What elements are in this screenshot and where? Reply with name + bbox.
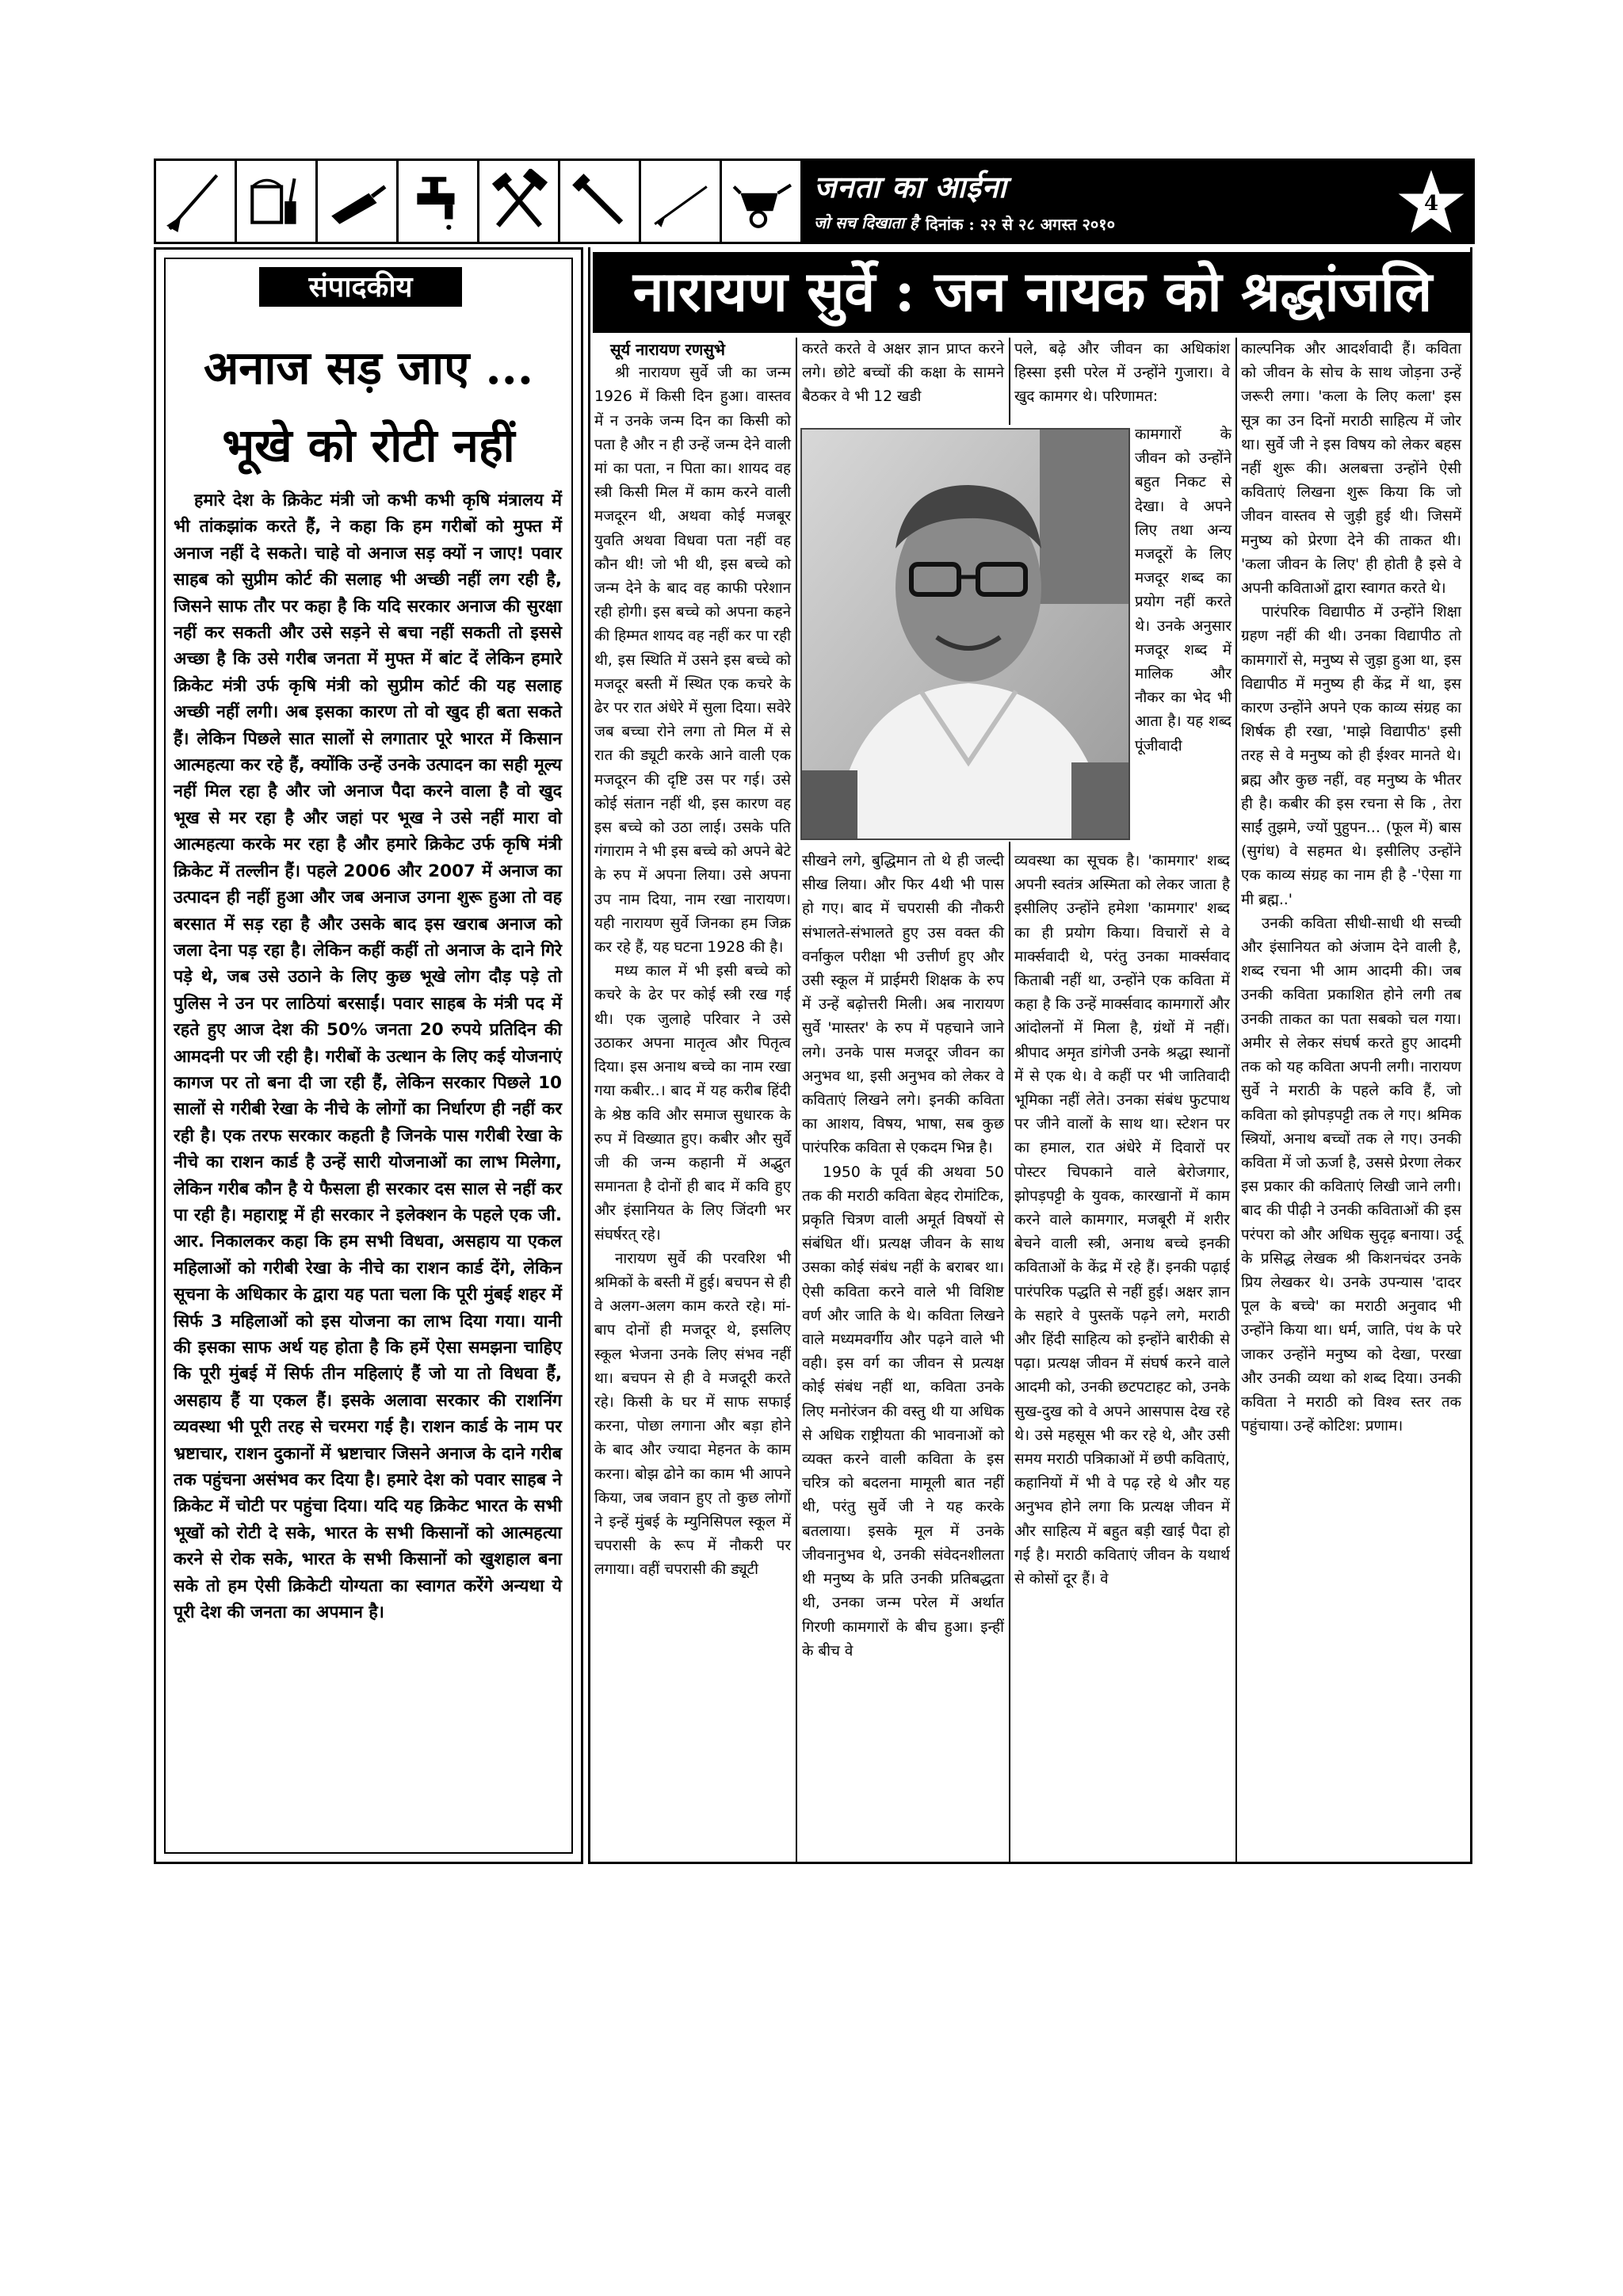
tool-cell-trowel xyxy=(318,161,399,242)
article-paragraph: उनकी कविता सीधी-साधी थी सच्ची और इंसानियत को अंजाम देने वाली है, शब्द रचना भी आम आदमी की। जब उनकी कविता प्रकाशित होने लगी तब उनकी ताकत का पता सबको चल गया। अमीर से लेकर संघर्ष करते हुए आदमी तक को यह कविता अपनी लगी। नारायण सुर्वे ने मराठी के पहले कवि हैं, जो कविता को झोपड़पट्टी तक ले गए। श्रमिक स्त्रियों, अनाथ बच्चों तक ले गए। उनकी कविता में जो ऊर्जा है, उससे प्रेरणा लेकर इस प्रकार की कविताएं लिखी जाने लगी। बाद की पीढ़ी ने उनकी कविताओं की इस परंपरा को और अधिक सुदृढ़ बनाया। उर्दू के प्रसिद्ध लेखक श्री किशनचंदर उनके प्रिय लेखकर थे। उनके उपन्यास 'दादर पूल के बच्चे' का मराठी अनुवाद भी उन्होंने किया था। धर्म, जाति, पंथ के परे जाकर उन्होंने मनुष्य को देखा, परखा और उनकी व्यथा को शब्द दिया। उनकी कविता ने मराठी को विश्व स्तर तक पहुंचाया। उन्हें कोटिश: प्रणाम। xyxy=(1241,915,1461,1435)
paint-bucket-icon xyxy=(244,169,309,234)
editorial-label: संपादकीय xyxy=(259,267,462,307)
article-paragraph: करते करते वे अक्षर ज्ञान प्राप्त करने लगे। छोटे बच्चों की कक्षा के सामने बैठकर वे भी 12 खडी xyxy=(802,341,1004,406)
sickle-icon xyxy=(648,169,713,234)
newspaper-name: जनता का आईना xyxy=(814,169,1007,204)
article-paragraph: श्री नारायण सुर्वे जी का जन्म 1926 में किसी दिन हुआ। वास्तव में न उनके जन्म दिन का किसी को पता है और न ही उन्हें जन्म देने वाली मां का पता, न पिता का। शायद वह स्त्री किसी मिल में काम करने वाली मजदूरन थी, अथवा कोई मजबूर युवति अथवा विधवा पता नहीं वह कौन थी! जो भी थी, इस बच्चे को जन्म देने के बाद वह काफी परेशान रही होगी। इस बच्चे को अपना कहने की हिम्मत शायद वह नहीं कर पा रही थी, इस स्थिति में उसने इस बच्चे को मजदूर बस्ती में स्थित एक कचरे के ढेर पर रात अंधेरे में सुला दिया। सवेरे जब बच्चा रोने लगा तो मिल में से रात की ड्यूटी करके आने वाली एक मजदूरन की दृष्टि उस पर गई। उसे कोई संतान नहीं थी, इस कारण वह इस बच्चे को उठा लाई। उसके पति गंगाराम ने भी इस बच्चे को अपने बेटे के रुप में अपना लिया। उसे अपना उप नाम दिया, नाम रखा नारायण। यही नारायण सुर्वे जिनका हम जिक्र कर रहे हैं, यह घटना 1928 की है। xyxy=(594,365,791,957)
article-column-1 xyxy=(594,338,791,1583)
column-rule xyxy=(1009,338,1010,425)
tool-cell-paint xyxy=(237,161,318,242)
column-rule xyxy=(588,247,590,1864)
tool-cell-sickle xyxy=(641,161,722,242)
wheelbarrow-icon xyxy=(729,169,794,234)
article-paragraph: कामगारों के जीवन को उन्होंने बहुत निकट से देखा। वे अपने लिए तथा अन्य मजदूरों के लिए मजदूर शब्द का प्रयोग नहीं करते थे। उनके अनुसार मजदूर शब्द में मालिक और नौकर का भेद भी आता है। यह शब्द पूंजीवादी xyxy=(1135,426,1232,755)
article-paragraph: पारंपरिक विद्यापीठ में उन्होंने शिक्षा ग्रहण नहीं की थी। उनका विद्यापीठ तो कामगारों से, मनुष्य से जुड़ा हुआ था, इस विद्यापीठ में मनुष्य ही केंद्र में था, इस कारण उन्होंने अपने एक काव्य संग्रह का शिर्षक ही रखा, 'माझे विद्यापीठ' इसी तरह से वे मनुष्य को ही ईश्वर मानते थे। ब्रह्म और कुछ नहीं, वह मनुष्य के भीतर ही है। कबीर की इस रचना से कि , तेरा साईं तुझमे, ज्यों पुहुपन... (फूल में) बास (सुगंध) वे सहमत थे। इसीलिए उन्होंने एक काव्य संग्रह का नाम ही है -'ऐसा गा मी ब्रह्म..' xyxy=(1241,604,1461,908)
column-rule xyxy=(1009,842,1010,1862)
article-column-3 xyxy=(1014,850,1230,1591)
wrench-icon xyxy=(567,169,632,234)
editorial-box xyxy=(154,247,583,1864)
column-rule xyxy=(796,338,797,1862)
article-column-4 xyxy=(1241,338,1461,1438)
page-bottom-rule xyxy=(588,1862,1472,1864)
poet-photo xyxy=(800,428,1130,840)
article-byline: सूर्य नारायण रणसुभे xyxy=(610,340,725,359)
article-paragraph: सीखने लगे, बुद्धिमान तो थे ही जल्दी सीख लिया। और फिर 4थी भी पास हो गए। बाद में चपरासी की नौकरी संभालते-संभालते हुए उस वक्त की वर्नाकुल परीक्षा भी उत्तीर्ण हुए और उसी स्कूल में प्राईमरी शिक्षक के रुप में उन्हें बढ़ोत्तरी मिली। अब नारायण सुर्वे 'मास्तर' के रुप में पहचाने जाने लगे। उनके पास मजदूर जीवन का अनुभव था, इसी अनुभव को लेकर वे कविताएं लिखने लगे। इनकी कविता का आशय, विषय, भाषा, सब कुछ पारंपरिक कविता से एकदम भिन्न है। xyxy=(802,853,1004,1157)
article-column-3-side xyxy=(1135,423,1232,758)
issue-date: दिनांक : २२ से २८ अगस्त २०१० xyxy=(926,215,1116,234)
editorial-headline-line-1: अनाज सड़ जाए ... xyxy=(203,341,534,395)
water-tap-icon xyxy=(406,169,471,234)
article-paragraph: 1950 के पूर्व की अथवा 50 तक की मराठी कविता बेहद रोमांटिक, प्रकृति चित्रण वाली अमूर्त विषयों से संबंधित थीं। प्रत्यक्ष जीवन के साथ उसका कोई संबंध नहीं के बराबर था। ऐसी कविता करने वाले भी विशिष्ट वर्ण और जाति के थे। कविता लिखने वाले मध्यमवर्गीय और पढ़ने वाले भी वही। इस वर्ग का जीवन से प्रत्यक्ष कोई संबंध नहीं था, कविता उनके लिए मनोरंजन की वस्तु थी या अधिक से अधिक राष्ट्रीयता की भावनाओं को व्यक्त करने वाली कविता के इस चरित्र को बदलना मामूली बात नहीं थी, परंतु सुर्वे जी ने यह करके बतलाया। इसके मूल में उनके जीवनानुभव थे, उनकी संवेदनशीलता थी मनुष्य के प्रति उनकी प्रतिबद्धता थी, उनका जन्म परेल में अर्थात गिरणी कामगारों के बीच हुआ। इन्हीं के बीच वे xyxy=(802,1163,1004,1660)
tool-cell-wrench xyxy=(560,161,641,242)
page-number: 4 xyxy=(1423,192,1439,216)
article-paragraph: नारायण सुर्वे की परवरिश भी श्रमिकों के बस्ती में हुई। बचपन से ही वे अलग-अलग काम करते रहे। मां-बाप दोनों ही मजदूर थे, इसलिए स्कूल भेजना उनके लिए संभव नहीं था। बचपन से ही वे मजदूरी करते रहे। किसी के घर में साफ सफाई करना, पोछा लगाना और बड़ा होने के बाद और ज्यादा मेहनत के काम करना। बोझ ढोने का काम भी आपने किया, जब जवान हुए तो कुछ लोगों ने इन्हें मुंबई के म्युनिसिपल स्कूल में चपरासी के रूप में नौकरी पर लगाया। वहीं चपरासी की ड्यूटी xyxy=(594,1250,791,1579)
editorial-headline-line-2: भूखे को रोटी नहीं xyxy=(222,418,515,472)
tool-cell-hammer xyxy=(479,161,560,242)
header-strip xyxy=(154,159,1475,244)
newspaper-tagline: जो सच दिखाता है xyxy=(814,213,918,232)
page-star-badge xyxy=(1396,167,1466,237)
masthead xyxy=(803,161,1472,242)
editorial-headline xyxy=(156,329,581,484)
column-rule xyxy=(1235,338,1237,1862)
portrait-image xyxy=(802,430,1128,839)
article-paragraph: मध्य काल में भी इसी बच्चे को कचरे के ढेर पर कोई स्त्री रख गई थी। एक जुलाहे परिवार ने उसे उठाकर अपना मातृत्व और पितृत्व दिया। इस अनाथ बच्चे का नाम रखा गया कबीर..। बाद में यह करीब हिंदी के श्रेष्ठ कवि और समाज सुधारक के रुप में विख्यात हुए। कबीर और सुर्वे जी की जन्म कहानी में अद्भुत समानता है दोनों ही बाद में कवि हुए और इंसानियत के लिए जिंदगी भर संघर्षरत् रहे। xyxy=(594,963,791,1244)
article-column-3-top xyxy=(1014,338,1230,410)
tool-cell-wheelbarrow xyxy=(722,161,803,242)
article-headline: नारायण सुर्वे : जन नायक को श्रद्धांजलि xyxy=(593,252,1472,333)
page-right-rule xyxy=(1470,247,1472,1864)
hoe-icon xyxy=(163,169,228,234)
article-column-2-top xyxy=(802,338,1004,410)
trowel-icon xyxy=(325,169,390,234)
article-paragraph: पले, बढ़े और जीवन का अधिकांश हिस्सा इसी परेल में उन्होंने गुजारा। वे खुद कामगर थे। परिणामत: xyxy=(1014,341,1230,406)
article-column-2 xyxy=(802,850,1004,1664)
tool-cell-hoe xyxy=(156,161,237,242)
tool-cell-tap xyxy=(399,161,479,242)
article-paragraph: काल्पनिक और आदर्शवादी हैं। कविता को जीवन के सोच के साथ जोड़ना उन्हें जरूरी लगा। 'कला के लिए कला' इस सूत्र का उन दिनों मराठी साहित्य में जोर था। सुर्वे जी ने इस विषय को लेकर बहस नहीं शुरू की। अलबत्ता उन्होंने ऐसी कविताएं लिखना शुरू किया कि जो जीवन वास्तव से जुड़ी हुई थी। जिसमें मनुष्य को प्रेरणा देने की ताकत थी। 'कला जीवन के लिए' ही होती है इसे वे अपनी कविताओं द्वारा स्वागत करते थे। xyxy=(1241,341,1461,598)
editorial-body: हमारे देश के क्रिकेट मंत्री जो कभी कभी कृषि मंत्रालय में भी तांकझांक करते हैं, ने कहा कि हम गरीबों को मुफ्त में अनाज नहीं दे सकते। चाहे वो अनाज सड़ क्यों न जाए! पवार साहब को सुप्रीम कोर्ट की सलाह भी अच्छी नहीं लग रही है, जिसने साफ तौर पर कहा है कि यदि सरकार अनाज की सुरक्षा नहीं कर सकती और उसे सड़ने से बचा नहीं सकती तो इससे अच्छा है कि उसे गरीब जनता में मुफ्त में बांट दें लेकिन हमारे क्रिकेट मंत्री उर्फ कृषि मंत्री को सुप्रीम कोर्ट की यह सलाह अच्छी नहीं लगी। अब इसका कारण तो वो खुद ही बता सकते हैं। लेकिन पिछले सात सालों से लगातार पूरे भारत में किसान आत्महत्या कर रहे हैं, क्योंकि उन्हें उनके उत्पादन का सही मूल्य नहीं मिल रहा है और जो अनाज पैदा करने वाला है वो खुद भूख से मर रहा है और जहां पर भूख ने उसे नहीं मारा वो आत्महत्या करके मर रहा है और हमारे क्रिकेट उर्फ कृषि मंत्री क्रिकेट में तल्लीन हैं। पहले 2006 और 2007 में अनाज का उत्पादन ही नहीं हुआ और जब अनाज उगना शुरू हुआ तो वह बरसात में सड़ रहा है और उसके बाद इस खराब अनाज को जला देना पड़ रहा है। लेकिन कहीं कहीं तो अनाज के दाने गिरे पड़े थे, जब उसे उठाने के लिए कुछ भूखे लोग दौड़ पड़े तो पुलिस ने उन पर लाठियां बरसाईं। पवार साहब के मंत्री पद में रहते हुए आज देश की 50% जनता 20 रुपये प्रतिदिन की आमदनी पर जी रही है। गरीबों के उत्थान के लिए कई योजनाएं कागज पर तो बना दी जा रही हैं, लेकिन सरकार पिछले 10 सालों से गरीबी रेखा के नीचे के लोगों का निर्धारण ही नहीं कर रही है। एक तरफ सरकार कहती है जिनके पास गरीबी रेखा के नीचे का राशन कार्ड है उन्हें सारी योजनाओं का लाभ मिलेगा, लेकिन गरीब कौन है ये फैसला ही सरकार दस साल से नहीं कर पा रही है। महाराष्ट्र में ही सरकार ने इलेक्शन के पहले एक जी. आर. निकालकर कहा कि हम सभी विधवा, असहाय या एकल महिलाओं को गरीबी रेखा के नीचे का राशन कार्ड देंगे, लेकिन सूचना के अधिकार के द्वारा यह पता चला कि पूरी मुंबई शहर में सिर्फ 3 महिलाओं को इस योजना का लाभ दिया गया। यानी की इसका साफ अर्थ यह होता है कि हमें ऐसा समझना चाहिए कि पूरी मुंबई में सिर्फ तीन महिलाएं हैं जो या तो विधवा हैं, असहाय हैं या एकल हैं। इसके अलावा सरकार की राशनिंग व्यवस्था भी पूरी तरह से चरमरा गई है। राशन कार्ड के नाम पर भ्रष्टाचार, राशन दुकानों में भ्रष्टाचार जिसने अनाज के दाने गरीब तक पहुंचना असंभव कर दिया है। हमारे देश को पवार साहब ने क्रिकेट में चोटी पर पहुंचा दिया। यदि यह क्रिकेट भारत के सभी भूखों को रोटी दे सके, भारत के सभी किसानों को आत्महत्या करने से रोक सके, भारत के सभी किसानों को खुशहाल बना सके तो हम ऐसी क्रिकेटी योग्यता का स्वागत करेंगे अन्यथा ये पूरी देश की जनता का अपमान है। xyxy=(174,491,562,1623)
article-paragraph: व्यवस्था का सूचक है। 'कामगार' शब्द अपनी स्वतंत्र अस्मिता को लेकर जाता है इसीलिए उन्होंने हमेशा 'कामगार' शब्द का ही प्रयोग किया। विचारों से वे मार्क्सवादी थे, परंतु उनका मार्क्सवाद किताबी नहीं था, उन्होंने एक कविता में कहा है कि उन्हें मार्क्सवाद कामगारों और आंदोलनों में मिला है, ग्रंथों में नहीं। श्रीपाद अमृत डांगेजी उनके श्रद्धा स्थानों में से एक थे। वे कहीं पर भी जातिवादी भूमिका नहीं लेते। उनका संबंध फुटपाथ पर जीने वालों के साथ था। स्टेशन पर का हमाल, रात अंधेरे में दिवारों पर पोस्टर चिपकाने वाले बेरोजगार, झोपड़पट्टी के युवक, कारखानों में काम करने वाले कामगार, मजबूरी में शरीर बेचने वाली स्त्री, अनाथ बच्चे इनकी कविताओं के केंद्र में रहे हैं। इनकी पढ़ाई पारंपरिक पद्धति से नहीं हुई। अक्षर ज्ञान के सहारे वे पुस्तकें पढ़ने लगे, मराठी और हिंदी साहित्य को इन्होंने बारीकी से पढ़ा। प्रत्यक्ष जीवन में संघर्ष करने वाले आदमी को, उनकी छटपटाहट को, उनके सुख-दुख को वे अपने आसपास देख रहे थे। उसे महसूस भी कर रहे थे, और उसी समय मराठी पत्रिकाओं में छपी कविताएं, कहानियों में भी वे पढ़ रहे थे और यह अनुभव होने लगा कि प्रत्यक्ष जीवन में और साहित्य में बहुत बड़ी खाई पैदा हो गई है। मराठी कविताएं जीवन के यथार्थ से कोसों दूर हैं। वे xyxy=(1014,853,1230,1588)
hammer-tools-icon xyxy=(487,169,552,234)
